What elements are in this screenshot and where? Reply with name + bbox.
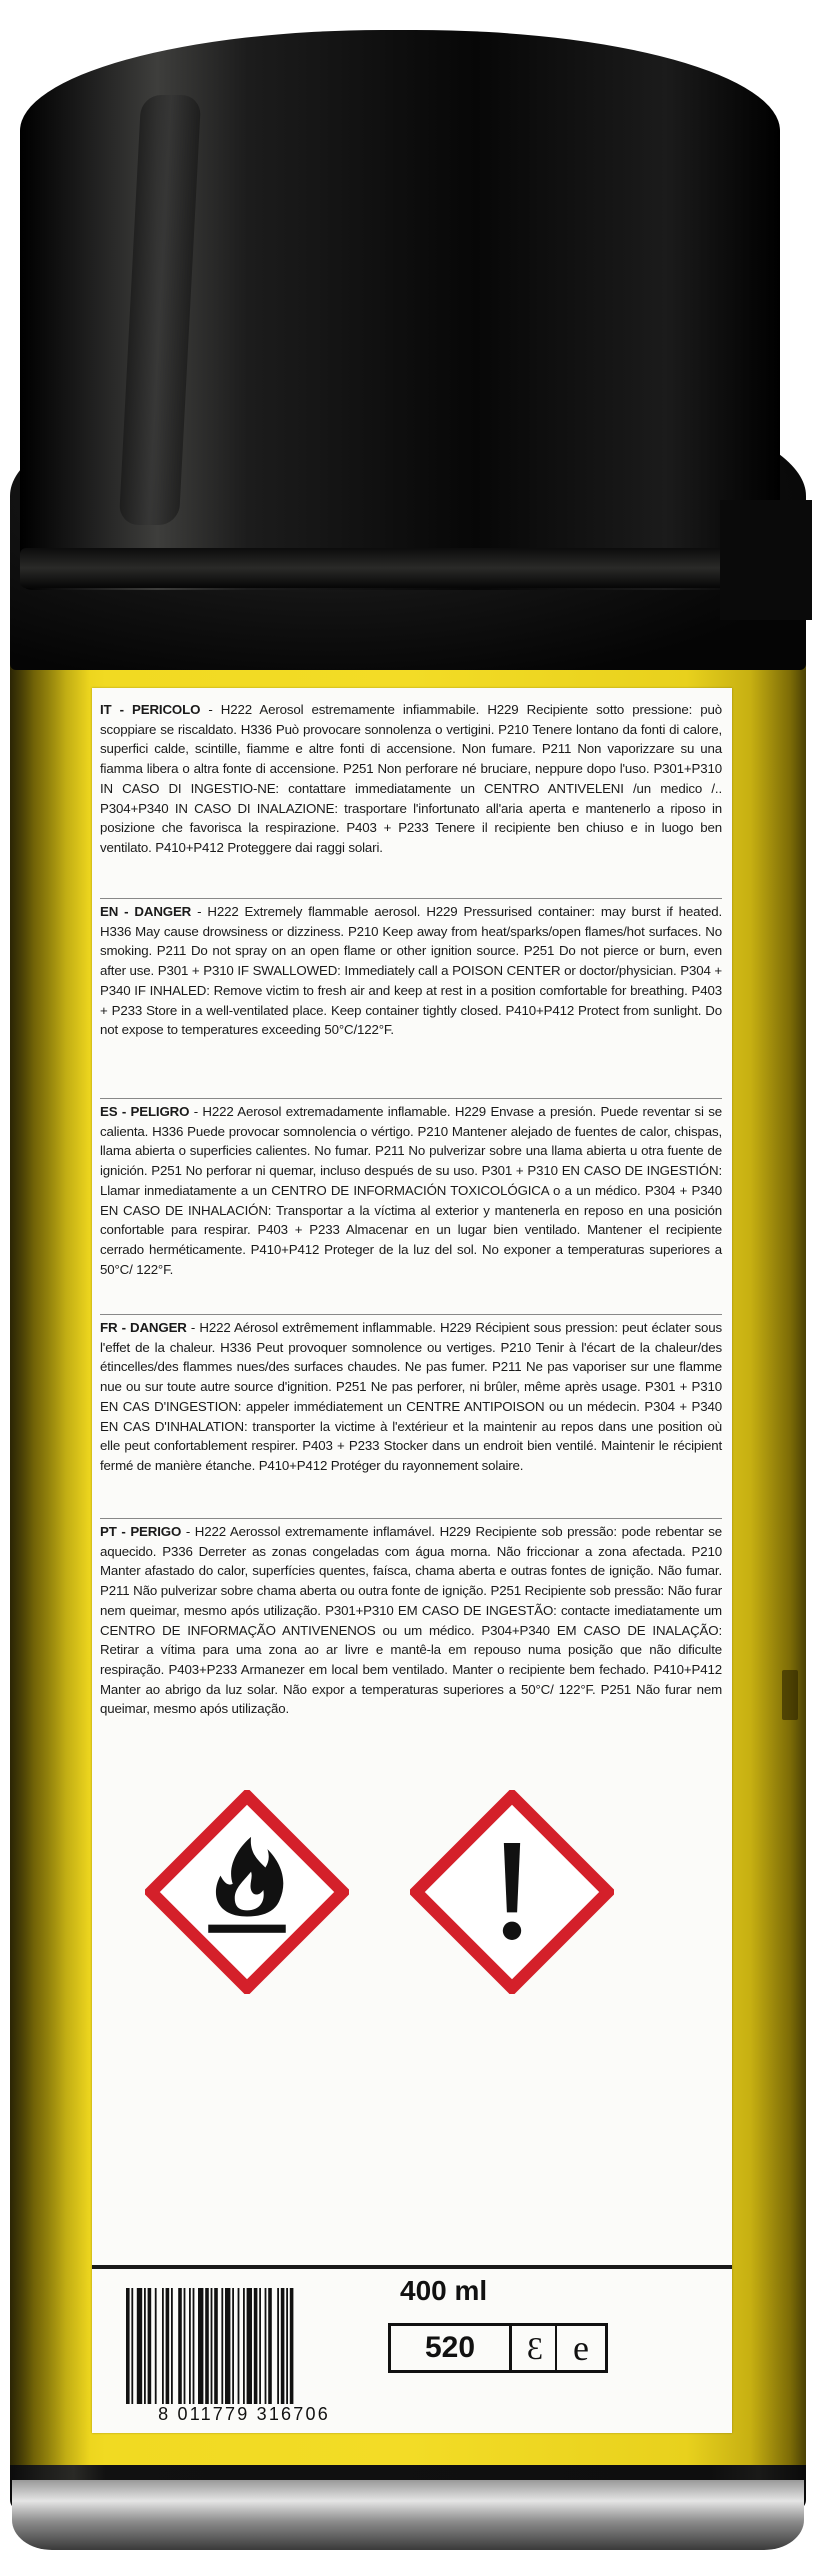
barcode-number: 8 011779 316706 xyxy=(113,2404,375,2425)
barcode-bar xyxy=(238,2288,240,2404)
warning-block-it xyxy=(100,700,722,858)
barcode-bar xyxy=(265,2288,267,2404)
e-mark: e xyxy=(555,2326,605,2370)
warning-text-it: - H222 Aerosol estremamente infiammabile. H229 Recipiente sotto pressione: può scoppiare se riscaldato. H336 Può provocare sonnolenza o vertigini. P210 Tenere lontano da fonti di calore, superfici calde, scintille, fiamme e altre fonti di accensione. Non fumare. P211 Non vaporizzare su una fiamma libera o altra fonte di accensione. P251 Non perforare né bruciare, neppure dopo l'uso. P301+P310 IN CASO DI INGESTIO-NE: contattare immediatamente un CENTRO ANTIVELENI /un medico /.. P304+P340 IN CASO DI INALAZIONE: trasportare l'infortunato all'aria aperta e mantenerlo a riposo in posizione che favorisca la respirazione. P403 + P233 Tenere il recipiente ben chiuso e in luogo ben ventilato. P410+P412 Proteggere dai raggi solari. xyxy=(100,702,722,855)
barcode-bar xyxy=(155,2288,157,2404)
barcode-bar xyxy=(286,2288,288,2404)
warning-block-fr xyxy=(100,1318,722,1476)
barcode-bar xyxy=(131,2288,133,2404)
barcode-bar xyxy=(225,2288,230,2404)
separator xyxy=(100,1098,722,1099)
barcode-bar xyxy=(171,2288,173,2404)
warning-block-es xyxy=(100,1102,722,1279)
barcode-bar xyxy=(184,2288,186,2404)
barcode-bar xyxy=(281,2288,285,2404)
barcode-bar xyxy=(198,2288,203,2404)
warning-text-es: - H222 Aerosol extremadamente inflamable. H229 Envase a presión. Puede reventar si se calienta. H336 Puede provocar somnolencia o vértigo. P210 Mantener alejado de fuentes de calor, chispas, llama abierta o superficies calientes. No fumar. P211 No pulverizar sobre una llama abierta u otra fuente de ignición. P251 No perforar ni quemar, incluso después de su uso. P301 + P310 EN CASO DE INGESTIÓN: Llamar inmediatamente a un CENTRO DE INFORMACIÓN TOXICOLÓGICA o a un médico. P304 + P340 EN CASO DE INHALACIÓN: Transportar a la víctima al exterior y mantenerla en reposo en una posición confortable para respirar. P403 + P233 Almacenar en un lugar bien ventilado. Mantener el recipiente cerrado herméticamente. P410+P412 Proteger de la luz del sol. No exponer a temperaturas superiores a 50°C/ 122°F. xyxy=(100,1104,722,1277)
barcode-bar xyxy=(214,2288,218,2404)
warning-heading-pt: PT - PERIGO xyxy=(100,1524,182,1539)
warning-block-pt xyxy=(100,1522,722,1719)
barcode-bar xyxy=(148,2288,152,2404)
warning-block-en xyxy=(100,902,722,1040)
warning-text-fr: - H222 Aérosol extrêmement inflammable. H229 Récipient sous pression: peut éclater sous l'effet de la chaleur. H336 Peut provoquer somnolence ou vertiges. P210 Tenir à l'écart de la chaleur/des étincelles/des flammes nues/des surfaces chaudes. Ne pas fumer. P211 Ne pas vaporiser sur une flamme nue ou sur toute autre source d'ignition. P251 Ne pas perforer, ni brûler, même après usage. P301 + P310 EN CAS D'INGESTION: appeler immédiatement un CENTRE ANTIPOISON ou un médecin. P304 + P340 EN CAS D'INHALATION: transporter la victime à l'extérieur et la maintenir au repos dans une position où elle peut confortablement respirer. P403 + P233 Stocker dans un endroit bien ventilé. Maintenir le récipient fermé de manière étanche. P410+P412 Protéger du rayonnement solaire. xyxy=(100,1320,723,1473)
warning-heading-en: EN - DANGER xyxy=(100,904,192,919)
barcode-bar xyxy=(126,2288,130,2404)
batch-code: 520 xyxy=(391,2326,512,2370)
barcode-bar xyxy=(243,2288,245,2404)
barcode-bar xyxy=(268,2288,272,2404)
warning-text-en: - H222 Extremely flammable aerosol. H229 Pressurised container: may burst if heated. H336 May cause drowsiness or dizziness. P210 Keep away from heat/sparks/open flames/hot surfaces. No smoking. P211 Do not spray on an open flame or other ignition source. P251 Do not pierce or burn, even after use. P301 + P310 IF SWALLOWED: Immediately call a POISON CENTER or doctor/physician. P304 + P340 IF INHALED: Remove victim to fresh air and keep at rest in a position comfortable for breathing. P403 + P233 Store in a well-ventilated place. Keep container tightly closed. P410+P412 Protect from sunlight. Do not expose to temperatures exceeding 50°C/122°F. xyxy=(100,904,722,1038)
volume-text: 400 ml xyxy=(400,2275,488,2306)
separator xyxy=(100,1518,722,1519)
label-divider xyxy=(92,2265,732,2269)
partial-wrap-graphic xyxy=(782,1670,798,1720)
separator xyxy=(100,898,722,899)
warning-text-pt: - H222 Aerossol extremamente inflamável. H229 Recipiente sob pressão: pode rebentar se aquecido. P336 Derreter as zonas congeladas com água morna. Não friccionar a zona afectada. P210 Manter afastado do calor, superfícies quentes, faísca, chama aberta e outras fontes de ignição. Não fumar. P211 Não pulverizar sobre chama aberta ou outra fonte de ignição. P251 Recipiente sob pressão: Não furar nem queimar, mesmo após utilização. P301+P310 EM CASO DE INGESTÃO: contacte imediatamente um CENTRO DE INFORMAÇÃO ANTIVENENOS ou um médico. P304+P340 EM CASO DE INALAÇÃO: Retirar a vítima para uma zona ao ar livre e mantê-la em repouso numa posição que não dificulte respiração. P403+P233 Armanezer em local bem ventilado. Manter o recipiente bem fechado. P410+P412 Manter ao abrigo da luz solar. Não expor a temperaturas superiores a 50°C/ 122°F. P251 Não furar nem queimar, mesmo após utilização. xyxy=(100,1524,722,1717)
batch-code-box xyxy=(388,2323,608,2373)
barcode-bar xyxy=(162,2288,164,2404)
barcode-bar xyxy=(166,2288,170,2404)
barcode-bar xyxy=(290,2288,294,2404)
warning-heading-it: IT - PERICOLO xyxy=(100,702,201,717)
barcode-bar xyxy=(221,2288,223,2404)
barcode-bar xyxy=(189,2288,191,2404)
barcode-bar xyxy=(178,2288,182,2404)
barcode-bar xyxy=(211,2288,213,2404)
flame-hazard-icon xyxy=(145,1790,349,1994)
can-bottom-rim xyxy=(12,2480,804,2550)
barcode-bar xyxy=(137,2288,142,2404)
barcode-bar xyxy=(144,2288,146,2404)
barcode-bar xyxy=(277,2288,279,2404)
barcode-bar xyxy=(247,2288,252,2404)
barcode-bar xyxy=(254,2288,258,2404)
barcode-bar xyxy=(193,2288,195,2404)
warning-heading-es: ES - PELIGRO xyxy=(100,1104,190,1119)
can-left-shadow xyxy=(10,650,90,2465)
exclamation-hazard-icon xyxy=(410,1790,614,1994)
inverted-epsilon-mark: 3 xyxy=(527,2330,543,2366)
barcode-bar xyxy=(232,2288,234,2404)
separator xyxy=(100,1314,722,1315)
warning-heading-fr: FR - DANGER xyxy=(100,1320,187,1335)
cap-rim xyxy=(20,548,780,588)
barcode-bar xyxy=(205,2288,209,2404)
cap-step xyxy=(720,500,812,620)
barcode-bar xyxy=(259,2288,261,2404)
